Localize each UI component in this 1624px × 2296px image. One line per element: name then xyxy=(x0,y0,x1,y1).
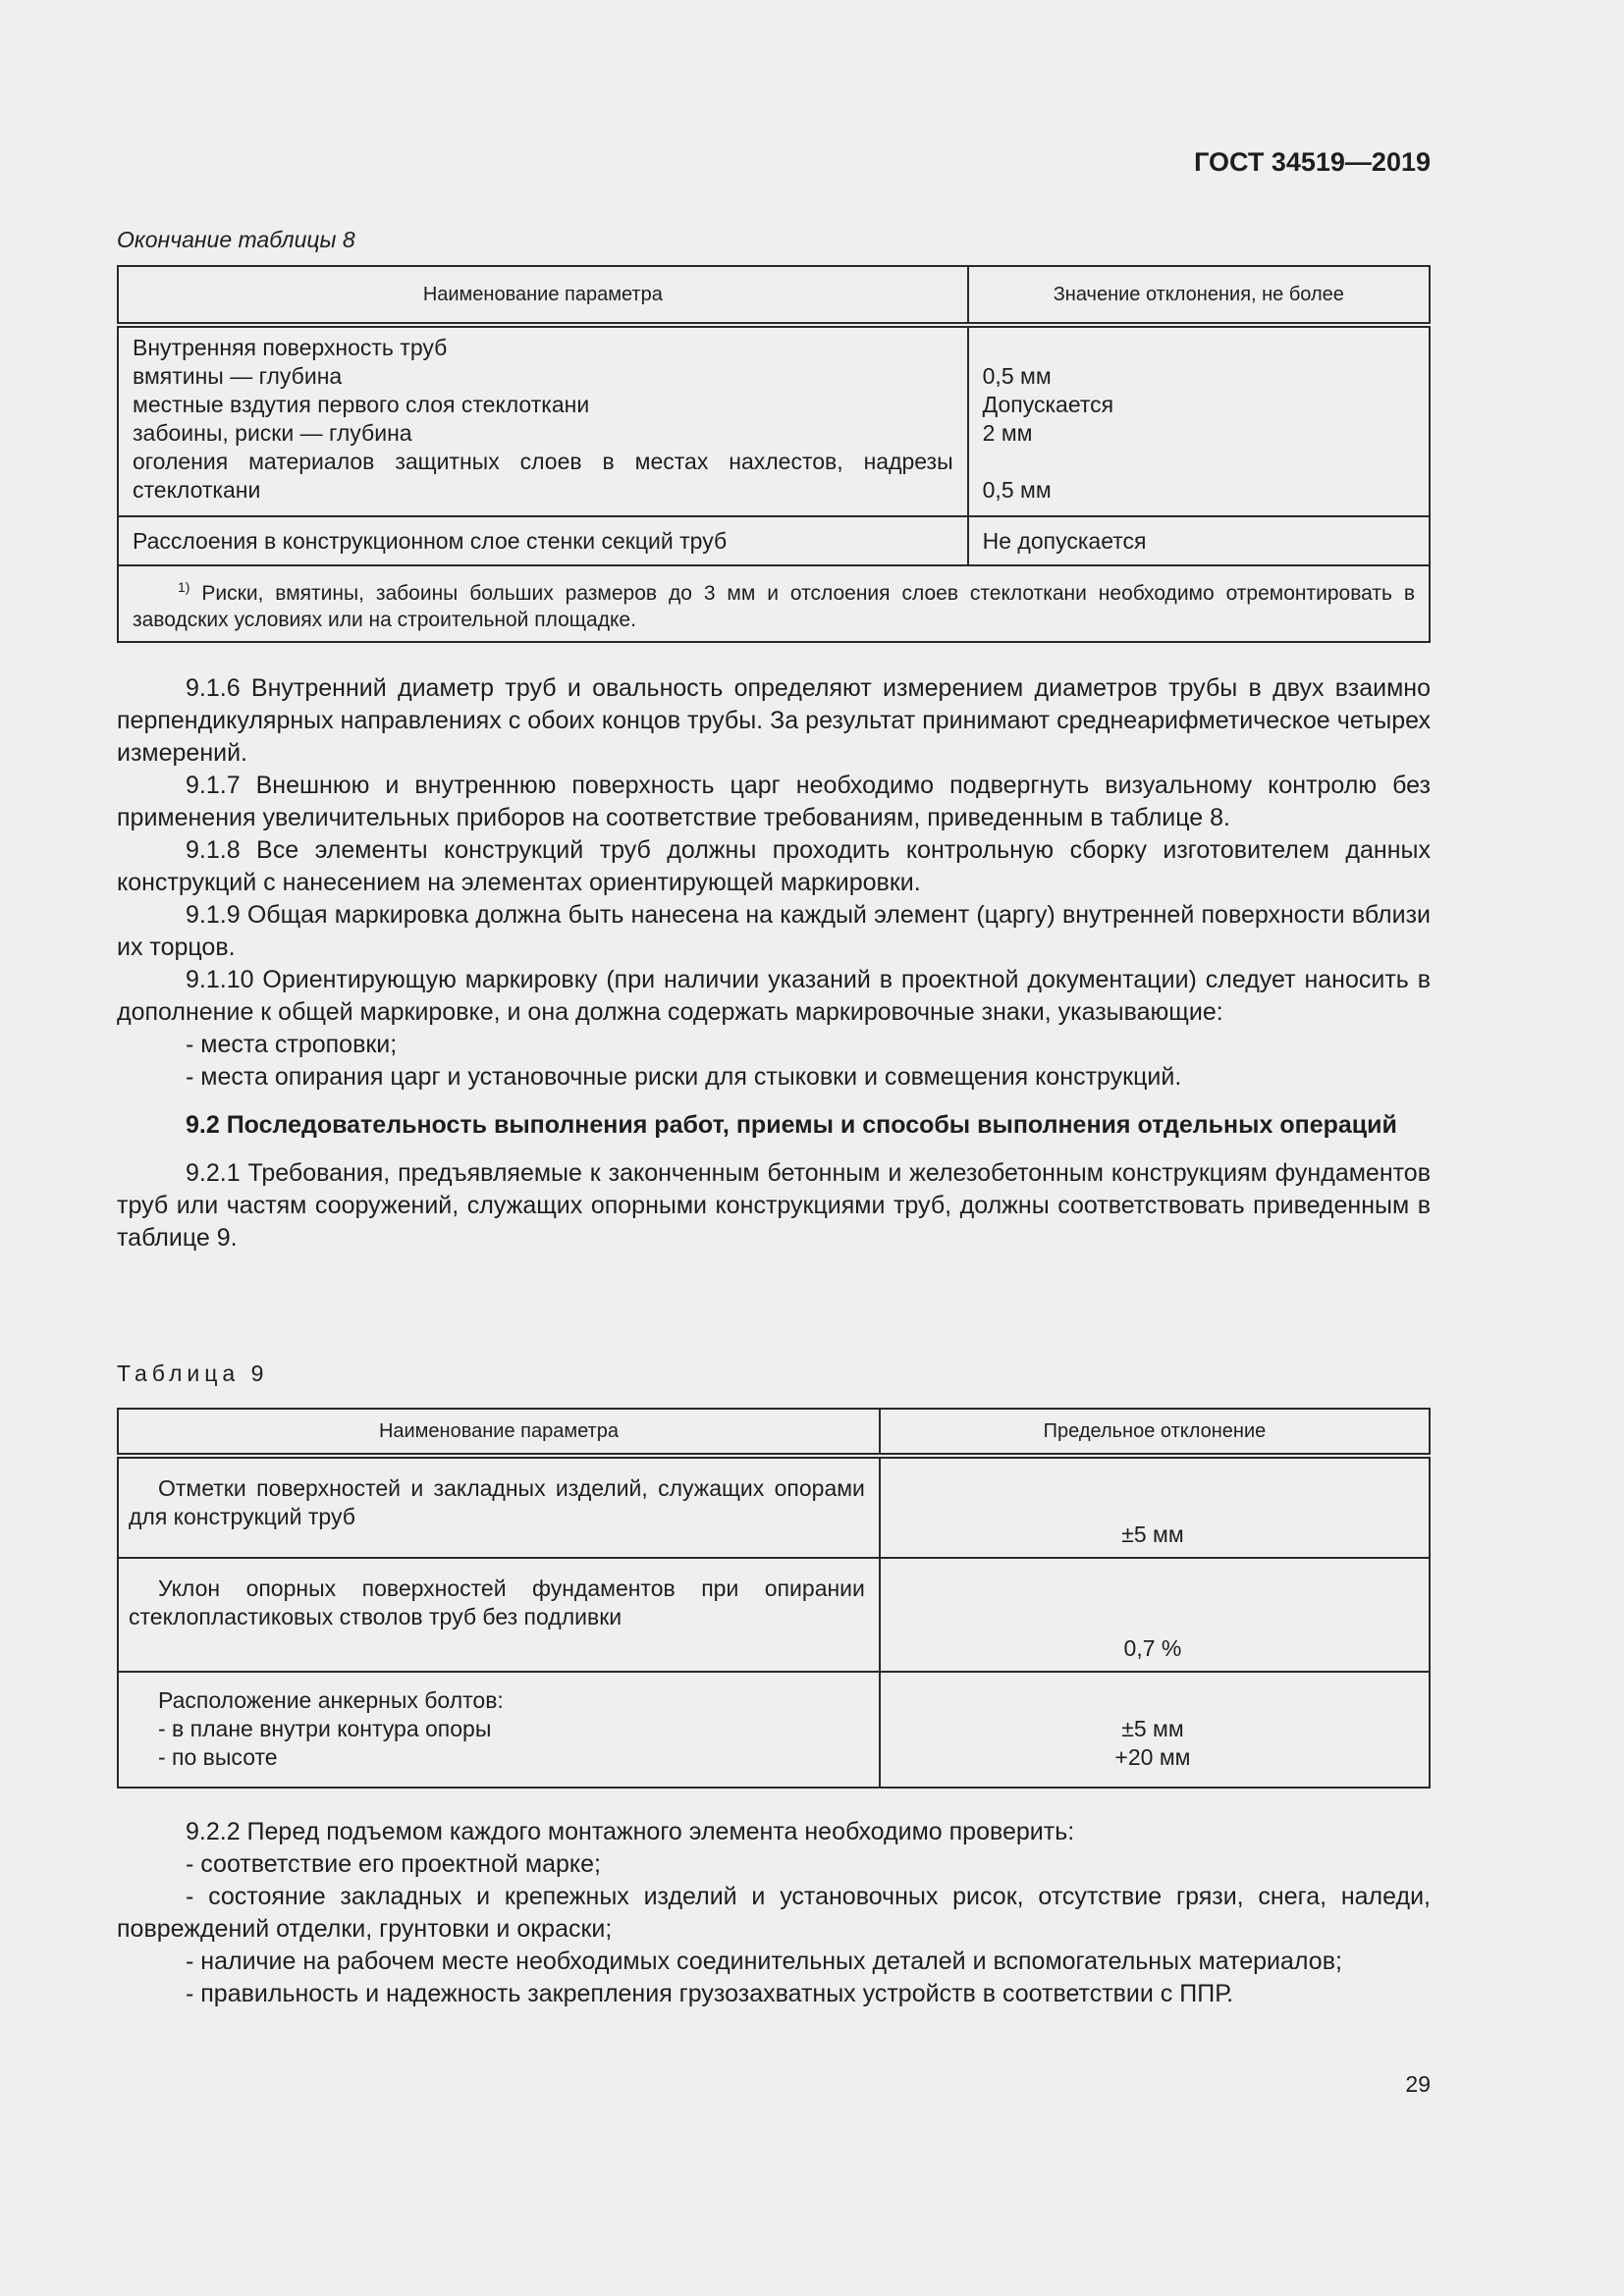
table9-col2-header: Предельное отклонение xyxy=(880,1409,1430,1456)
table8-param-line: оголения материалов защитных слоев в местах нахлестов, надрезы стеклоткани xyxy=(133,449,953,503)
section-heading-9-2: 9.2 Последовательность выполнения работ, приемы и способы выполнения отдельных операций xyxy=(186,1111,1397,1139)
list-item: - места опирания царг и установочные риски для стыковки и совмещения конструкций. xyxy=(186,1063,1182,1091)
list-item: - места строповки; xyxy=(186,1031,398,1058)
table9-caption: Таблица 9 xyxy=(117,1361,269,1386)
paragraph-9-1-7: 9.1.7 Внешнюю и внутреннюю поверхность царг необходимо подвергнуть визуальному контролю без применения увеличительных приборов на соответствие требованиям, приведенным в таблице 8. xyxy=(117,772,1431,831)
table8 xyxy=(117,265,1431,643)
table9-row xyxy=(118,1456,1430,1558)
table9-param-line: - по высоте xyxy=(158,1744,278,1770)
table9-row3-value xyxy=(881,1673,1429,1780)
table8-row2-value: Не допускается xyxy=(982,528,1147,554)
table9-row1-value: ±5 мм xyxy=(1121,1522,1184,1547)
table8-value-line: 0,5 мм xyxy=(982,363,1052,389)
table8-footnote xyxy=(119,566,1429,641)
table9-value-line: ±5 мм xyxy=(1121,1716,1184,1741)
table8-value-line xyxy=(983,448,1415,476)
table9-row1-param: Отметки поверхностей и закладных изделий, служащих опорами для конструкций труб xyxy=(129,1475,865,1529)
table8-row xyxy=(118,516,1430,565)
table8-param-line: вмятины — глубина xyxy=(133,363,343,389)
table9-row3-param xyxy=(119,1673,879,1780)
paragraph-9-1-6: 9.1.6 Внутренний диаметр труб и овальность определяют измерением диаметров трубы в двух взаимно перпендикулярных направлениях с обоих концов трубы. За результат принимают среднеарифметическое четырех измерений. xyxy=(117,674,1431,767)
table8-row xyxy=(118,325,1430,516)
page-number: 29 xyxy=(1405,2071,1431,2097)
table8-col1-header: Наименование параметра xyxy=(118,266,968,325)
table9-col1-header: Наименование параметра xyxy=(118,1409,880,1456)
footnote-mark: 1) xyxy=(178,579,190,595)
table8-value-line: Допускается xyxy=(982,392,1114,417)
table8-row1-param xyxy=(119,328,967,512)
list-item: - наличие на рабочем месте необходимых соединительных деталей и вспомогательных материалов; xyxy=(186,1948,1342,1975)
table8-param-line: местные вздутия первого слоя стеклоткани xyxy=(133,392,590,417)
paragraph-9-2-1: 9.2.1 Требования, предъявляемые к законченным бетонным и железобетонным конструкциям фундаментов труб или частям сооружений, служащих опорными конструкциями труб, должны соответствовать приведенным в таблице 9. xyxy=(117,1159,1431,1252)
table8-row2-param: Расслоения в конструкционном слое стенки секций труб xyxy=(133,528,728,554)
table9-param-line: - в плане внутри контура опоры xyxy=(158,1716,492,1741)
list-item: - правильность и надежность закрепления грузозахватных устройств в соответствии с ППР. xyxy=(186,1980,1234,2007)
table9-value-line: +20 мм xyxy=(1114,1744,1191,1770)
table8-header-row xyxy=(118,266,1430,325)
list-item: - соответствие его проектной марке; xyxy=(186,1850,601,1878)
table9-row2-value: 0,7 % xyxy=(1123,1635,1182,1661)
table9-param-line: Расположение анкерных болтов: xyxy=(158,1687,504,1713)
table8-param-line: забоины, риски — глубина xyxy=(133,420,412,446)
list-item: - состояние закладных и крепежных изделий и установочных рисок, отсутствие грязи, снега, наледи, повреждений отделки, грунтовки и окраски; xyxy=(117,1883,1431,1943)
table8-footnote-row xyxy=(118,565,1430,642)
paragraph-9-1-9: 9.1.9 Общая маркировка должна быть нанесена на каждый элемент (царгу) внутренней поверхности вблизи их торцов. xyxy=(117,901,1431,961)
table8-col2-header: Значение отклонения, не более xyxy=(968,266,1430,325)
table9-header-row xyxy=(118,1409,1430,1456)
paragraph-9-2-2: 9.2.2 Перед подъемом каждого монтажного элемента необходимо проверить: xyxy=(186,1818,1075,1845)
document-header: ГОСТ 34519—2019 xyxy=(1194,147,1431,177)
table9-row xyxy=(118,1672,1430,1788)
text-block-2 xyxy=(117,1816,1431,2010)
table9-row2-param: Уклон опорных поверхностей фундаментов при опирании стеклопластиковых стволов труб без подливки xyxy=(129,1575,865,1629)
text-block-1 xyxy=(117,672,1431,1255)
table8-param-line: Внутренняя поверхность труб xyxy=(133,335,448,360)
paragraph-9-1-8: 9.1.8 Все элементы конструкций труб должны проходить контрольную сборку изготовителем данных конструкций с нанесением на элементах ориентирующей маркировки. xyxy=(117,836,1431,896)
table8-value-line xyxy=(983,334,1415,362)
table9 xyxy=(117,1408,1431,1789)
table8-row1-value xyxy=(969,328,1429,512)
table8-value-line: 0,5 мм xyxy=(982,477,1052,503)
paragraph-9-1-10: 9.1.10 Ориентирующую маркировку (при наличии указаний в проектной документации) следует наносить в дополнение к общей маркировке, и она должна содержать маркировочные знаки, указывающие: xyxy=(117,966,1431,1026)
table8-value-line: 2 мм xyxy=(982,420,1033,446)
footnote-text: Риски, вмятины, забоины больших размеров до 3 мм и отслоения слоев стеклоткани необходимо отремонтировать в заводских условиях или на строительной площадке. xyxy=(133,582,1415,631)
table9-row xyxy=(118,1558,1430,1672)
table8-caption: Окончание таблицы 8 xyxy=(117,227,355,252)
